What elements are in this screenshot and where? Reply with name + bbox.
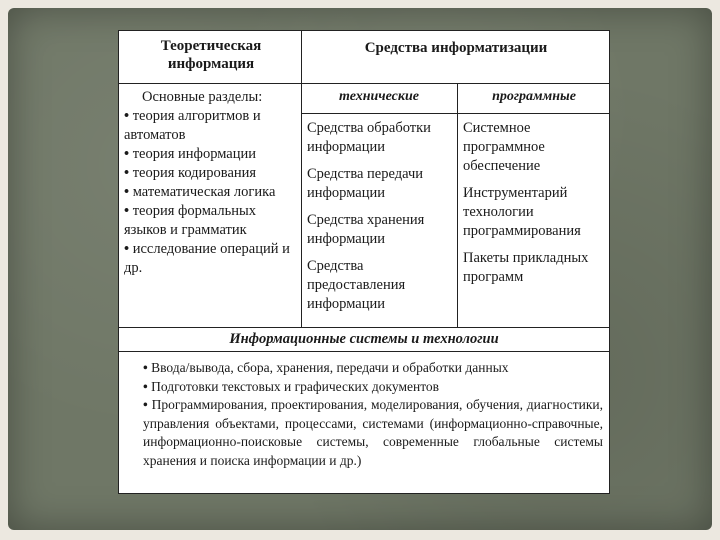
list-item: Средства предоставления информации <box>307 258 406 312</box>
list-item: • теория алгоритмов и автоматов <box>124 107 298 145</box>
systems-cell <box>127 359 603 470</box>
theory-cell <box>124 88 298 278</box>
list-item: • теория кодирования <box>124 164 298 183</box>
technical-cell <box>307 119 453 314</box>
subheader-technical: технические <box>339 89 419 104</box>
list-item: • математическая логика <box>124 183 298 202</box>
theory-list <box>124 107 298 278</box>
list-item: Средства обработки информации <box>307 120 431 155</box>
list-item: • Ввода/вывода, сбора, хранения, передачи и обработки данных <box>127 359 603 378</box>
divider-under-subheader <box>301 113 609 114</box>
list-item: • Подготовки текстовых и графических документов <box>127 378 603 397</box>
table-sheet <box>118 30 610 494</box>
list-item: • Программирования, проектирования, моделирования, обучения, диагностики, управления объектами, процессами, системами (информационно-справочные, информационно-поисковые системы, современные глобальные системы хранения и поиска информации и др.) <box>127 396 603 470</box>
theory-title: Основные разделы: <box>142 89 263 105</box>
software-cell <box>463 119 605 287</box>
list-item: Системное программное обеспечение <box>463 120 545 174</box>
list-item: • теория формальных языков и грамматик <box>124 202 298 240</box>
list-item: Средства передачи информации <box>307 166 424 201</box>
list-item: • исследование операций и др. <box>124 240 298 278</box>
systems-header: Информационные системы и технологии <box>229 331 499 347</box>
subheader-software: программные <box>492 89 576 104</box>
divider-vertical-sub <box>457 83 458 327</box>
list-item: • теория информации <box>124 145 298 164</box>
divider-under-right-header <box>301 83 609 84</box>
header-informatization: Средства информатизации <box>364 40 548 56</box>
divider-under-left-header <box>119 83 301 84</box>
divider-vertical-main <box>301 31 302 327</box>
divider-below-systems <box>119 351 609 352</box>
list-item: Пакеты прикладных программ <box>463 250 589 285</box>
divider-above-systems <box>119 327 609 328</box>
list-item: Инструментарий технологии программирования <box>463 185 581 239</box>
header-theory: Теоретическая информация <box>160 38 262 72</box>
list-item: Средства хранения информации <box>307 212 425 247</box>
